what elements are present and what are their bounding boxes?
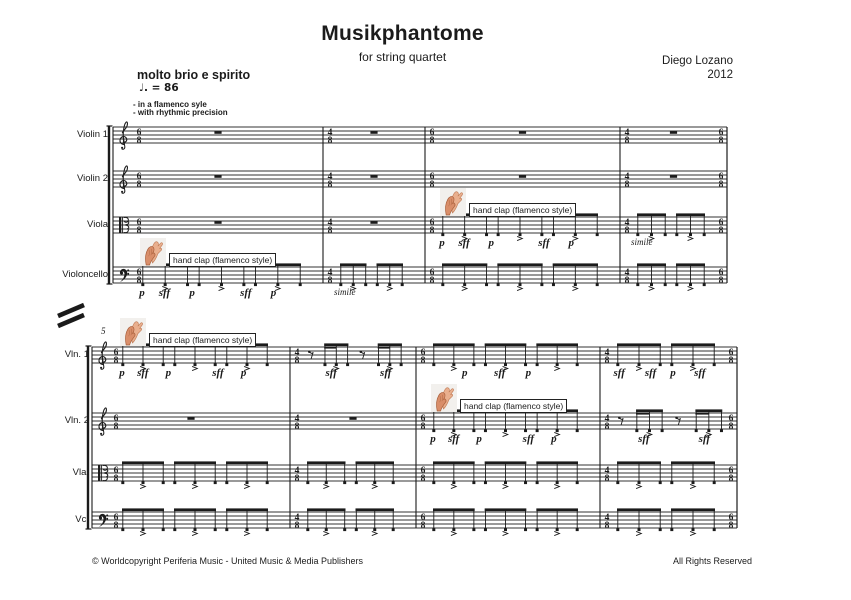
simile-text: simile [334, 286, 356, 297]
svg-text:6: 6 [420, 347, 426, 358]
dynamic-mark: p [476, 432, 482, 445]
time-signature [625, 218, 630, 236]
time-signature [328, 128, 333, 146]
performance-note-1: - in a flamenco syle [133, 100, 207, 109]
claps-measure [441, 263, 598, 290]
time-signature [328, 268, 333, 286]
svg-text:6: 6 [728, 413, 734, 424]
svg-text:8: 8 [294, 356, 300, 366]
whole-measure-rest [519, 175, 526, 178]
svg-text:4: 4 [624, 171, 630, 182]
staff [92, 512, 737, 528]
whole-measure-rest [370, 221, 377, 224]
system-2 [58, 305, 737, 535]
svg-text:6: 6 [136, 267, 142, 278]
svg-text:8: 8 [624, 226, 630, 236]
time-signature [137, 268, 142, 286]
svg-text:8: 8 [718, 276, 724, 286]
dynamic-mark: sff [458, 236, 470, 249]
dynamic-mark: sff [694, 366, 706, 379]
claps-measure [121, 508, 268, 535]
time-signature [421, 513, 426, 531]
footer-copyright: © Worldcopyright Periferia Music - United Music & Media Publishers [92, 556, 364, 566]
svg-text:6: 6 [718, 267, 724, 278]
time-signature [430, 218, 435, 236]
bass-clef-icon [120, 269, 129, 282]
staff-label: Vln. 2 [64, 415, 89, 426]
svg-text:4: 4 [294, 413, 300, 424]
courtesy-time-signature [729, 513, 734, 531]
svg-text:8: 8 [294, 521, 300, 531]
svg-text:8: 8 [728, 356, 734, 366]
time-signature [605, 348, 610, 366]
svg-text:6: 6 [136, 217, 142, 228]
svg-text:8: 8 [113, 474, 119, 484]
hand-clap-image [440, 188, 466, 216]
whole-measure-rest [187, 417, 194, 420]
dynamic-mark: sff [638, 432, 650, 445]
svg-text:8: 8 [113, 521, 119, 531]
staff-label: Viola [87, 219, 108, 230]
svg-text:8: 8 [604, 356, 610, 366]
claps-measure [141, 263, 301, 290]
svg-text:8: 8 [429, 136, 435, 146]
performance-note-2: - with rhythmic precision [133, 108, 228, 117]
time-signature [430, 172, 435, 190]
svg-text:8: 8 [728, 422, 734, 432]
time-signature [295, 414, 300, 432]
courtesy-time-signature [719, 172, 724, 190]
svg-text:6: 6 [113, 512, 119, 523]
dynamic-mark: sff [613, 366, 625, 379]
staff [113, 267, 727, 283]
svg-text:4: 4 [624, 267, 630, 278]
time-signature [295, 513, 300, 531]
staff [113, 166, 727, 193]
dynamic-mark: p [240, 366, 247, 379]
treble-clef-icon [99, 342, 106, 369]
svg-text:8: 8 [420, 356, 426, 366]
staff [113, 217, 727, 233]
claps-measure [432, 409, 578, 436]
time-signature [605, 466, 610, 484]
time-signature [328, 172, 333, 190]
dynamic-mark: sff [158, 286, 171, 299]
time-signature [625, 268, 630, 286]
hand-clap-label: hand clap (flamenco style) [469, 203, 576, 217]
dynamic-mark: p [439, 236, 445, 249]
claps-measure [441, 213, 598, 240]
svg-text:6: 6 [420, 512, 426, 523]
treble-clef-icon [120, 122, 127, 149]
time-signature [421, 348, 426, 366]
svg-text:8: 8 [136, 136, 142, 146]
svg-text:8: 8 [113, 356, 119, 366]
svg-text:6: 6 [718, 127, 724, 138]
staff [113, 122, 727, 149]
measure-number: 5 [101, 326, 106, 336]
time-signature [421, 466, 426, 484]
dynamic-mark: p [525, 366, 532, 379]
svg-text:4: 4 [294, 347, 300, 358]
dynamic-mark: p [568, 236, 574, 249]
svg-text:8: 8 [624, 136, 630, 146]
time-signature [137, 172, 142, 190]
svg-text:6: 6 [429, 171, 435, 182]
dynamic-mark: sff [380, 366, 392, 379]
staff-label: Vln. 1 [64, 349, 89, 360]
whole-measure-rest [214, 175, 221, 178]
svg-text:8: 8 [718, 136, 724, 146]
time-signature [430, 268, 435, 286]
claps-measure [121, 461, 268, 488]
metronome-mark: ♩. = 86 [139, 82, 179, 94]
tempo-marking: molto brio e spirito [137, 68, 251, 82]
svg-text:8: 8 [113, 422, 119, 432]
staff-label: Vc. [75, 514, 89, 525]
footer-rights: All Rights Reserved [672, 556, 752, 566]
svg-text:4: 4 [327, 127, 333, 138]
svg-text:6: 6 [728, 512, 734, 523]
dynamic-mark: sff [212, 366, 224, 379]
staff-label: Violin 1 [77, 129, 108, 140]
svg-text:4: 4 [624, 127, 630, 138]
whole-measure-rest [214, 221, 221, 224]
dynamic-mark: p [430, 432, 436, 445]
svg-text:8: 8 [136, 180, 142, 190]
claps-measure [121, 343, 268, 370]
system-separator-icon [58, 305, 84, 326]
hand-clap-image [431, 384, 457, 412]
staff [92, 465, 737, 481]
svg-text:8: 8 [420, 521, 426, 531]
svg-text:8: 8 [728, 521, 734, 531]
svg-text:8: 8 [429, 226, 435, 236]
dynamic-mark: p [462, 366, 468, 379]
svg-text:8: 8 [624, 276, 630, 286]
treble-clef-icon [99, 408, 106, 435]
svg-text:8: 8 [327, 136, 333, 146]
time-signature [295, 466, 300, 484]
whole-measure-rest [370, 175, 377, 178]
svg-text:4: 4 [294, 512, 300, 523]
svg-text:4: 4 [604, 413, 610, 424]
svg-text:8: 8 [718, 226, 724, 236]
svg-text:8: 8 [136, 276, 142, 286]
svg-text:8: 8 [420, 474, 426, 484]
hand-clap-image [140, 238, 166, 266]
courtesy-time-signature [729, 348, 734, 366]
svg-text:8: 8 [294, 474, 300, 484]
staff-label: Violin 2 [77, 173, 108, 184]
dynamic-mark: sff [137, 366, 149, 379]
svg-text:6: 6 [113, 413, 119, 424]
svg-text:4: 4 [604, 465, 610, 476]
time-signature [625, 128, 630, 146]
time-signature [421, 414, 426, 432]
svg-text:8: 8 [624, 180, 630, 190]
svg-text:6: 6 [429, 127, 435, 138]
time-signature [114, 348, 119, 366]
whole-measure-rest [670, 131, 677, 134]
dynamic-mark: sff [698, 432, 711, 445]
svg-text:6: 6 [728, 347, 734, 358]
simile-text: simile [631, 236, 653, 247]
courtesy-time-signature [729, 414, 734, 432]
dynamic-mark: sff [240, 286, 252, 299]
time-signature [295, 348, 300, 366]
courtesy-time-signature [729, 466, 734, 484]
svg-text:6: 6 [136, 171, 142, 182]
svg-text:4: 4 [604, 347, 610, 358]
dynamic-mark: p [270, 286, 277, 299]
whole-measure-rest [214, 131, 221, 134]
dynamic-mark: sff [644, 366, 657, 379]
composer-name: Diego Lozano [662, 55, 733, 67]
svg-text:8: 8 [327, 226, 333, 236]
svg-text:6: 6 [136, 127, 142, 138]
claps-measure [432, 461, 578, 488]
dynamic-mark: p [488, 236, 495, 249]
time-signature [430, 128, 435, 146]
time-signature [605, 513, 610, 531]
dynamic-mark: sff [325, 366, 337, 379]
time-signature [137, 218, 142, 236]
svg-text:6: 6 [718, 171, 724, 182]
page-title: Musikphantome [321, 22, 484, 45]
svg-text:4: 4 [604, 512, 610, 523]
courtesy-time-signature [719, 128, 724, 146]
time-signature [328, 218, 333, 236]
svg-text:4: 4 [327, 217, 333, 228]
svg-text:8: 8 [604, 474, 610, 484]
courtesy-time-signature [719, 218, 724, 236]
dynamic-mark: sff [494, 366, 506, 379]
time-signature [625, 172, 630, 190]
time-signature [114, 466, 119, 484]
svg-text:6: 6 [113, 465, 119, 476]
svg-text:8: 8 [327, 180, 333, 190]
time-signature [137, 128, 142, 146]
claps-measure [432, 508, 578, 535]
whole-measure-rest [670, 175, 677, 178]
dynamic-mark: sff [522, 432, 535, 445]
bass-clef-icon [99, 514, 108, 527]
svg-text:6: 6 [113, 347, 119, 358]
svg-text:6: 6 [420, 413, 426, 424]
svg-text:4: 4 [624, 217, 630, 228]
svg-text:8: 8 [728, 474, 734, 484]
svg-text:6: 6 [420, 465, 426, 476]
system-1 [107, 122, 728, 291]
staff-label: Violoncello [62, 269, 108, 280]
svg-text:4: 4 [294, 465, 300, 476]
whole-measure-rest [519, 131, 526, 134]
svg-text:8: 8 [604, 521, 610, 531]
hand-clap-image [120, 318, 146, 346]
treble-clef-icon [120, 166, 127, 193]
dynamic-mark: p [551, 432, 557, 445]
svg-text:4: 4 [327, 171, 333, 182]
svg-text:8: 8 [718, 180, 724, 190]
time-signature [605, 414, 610, 432]
whole-measure-rest [349, 417, 356, 420]
dynamic-mark: p [670, 366, 676, 379]
hand-clap-label: hand clap (flamenco style) [460, 399, 567, 413]
staff-label: Vla. [72, 467, 89, 478]
dynamic-mark: p [165, 366, 172, 379]
svg-text:8: 8 [327, 276, 333, 286]
hand-clap-label: hand clap (flamenco style) [149, 333, 256, 347]
composer-year: 2012 [707, 68, 733, 81]
page-subtitle: for string quartet [358, 50, 447, 64]
svg-text:6: 6 [429, 267, 435, 278]
dynamic-mark: sff [538, 236, 550, 249]
svg-text:4: 4 [327, 267, 333, 278]
svg-text:8: 8 [136, 226, 142, 236]
whole-measure-rest [370, 131, 377, 134]
svg-text:8: 8 [604, 422, 610, 432]
courtesy-time-signature [719, 268, 724, 286]
time-signature [114, 513, 119, 531]
dynamic-mark: p [119, 366, 125, 379]
svg-text:6: 6 [429, 217, 435, 228]
claps-measure [432, 343, 578, 370]
dynamic-mark: sff [447, 432, 460, 445]
svg-text:8: 8 [420, 422, 426, 432]
svg-text:6: 6 [718, 217, 724, 228]
svg-text:6: 6 [728, 465, 734, 476]
time-signature [114, 414, 119, 432]
dynamic-mark: p [139, 286, 145, 299]
hand-clap-label: hand clap (flamenco style) [169, 253, 276, 267]
svg-text:8: 8 [294, 422, 300, 432]
svg-text:8: 8 [429, 276, 435, 286]
svg-text:8: 8 [429, 180, 435, 190]
dynamic-mark: p [189, 286, 195, 299]
